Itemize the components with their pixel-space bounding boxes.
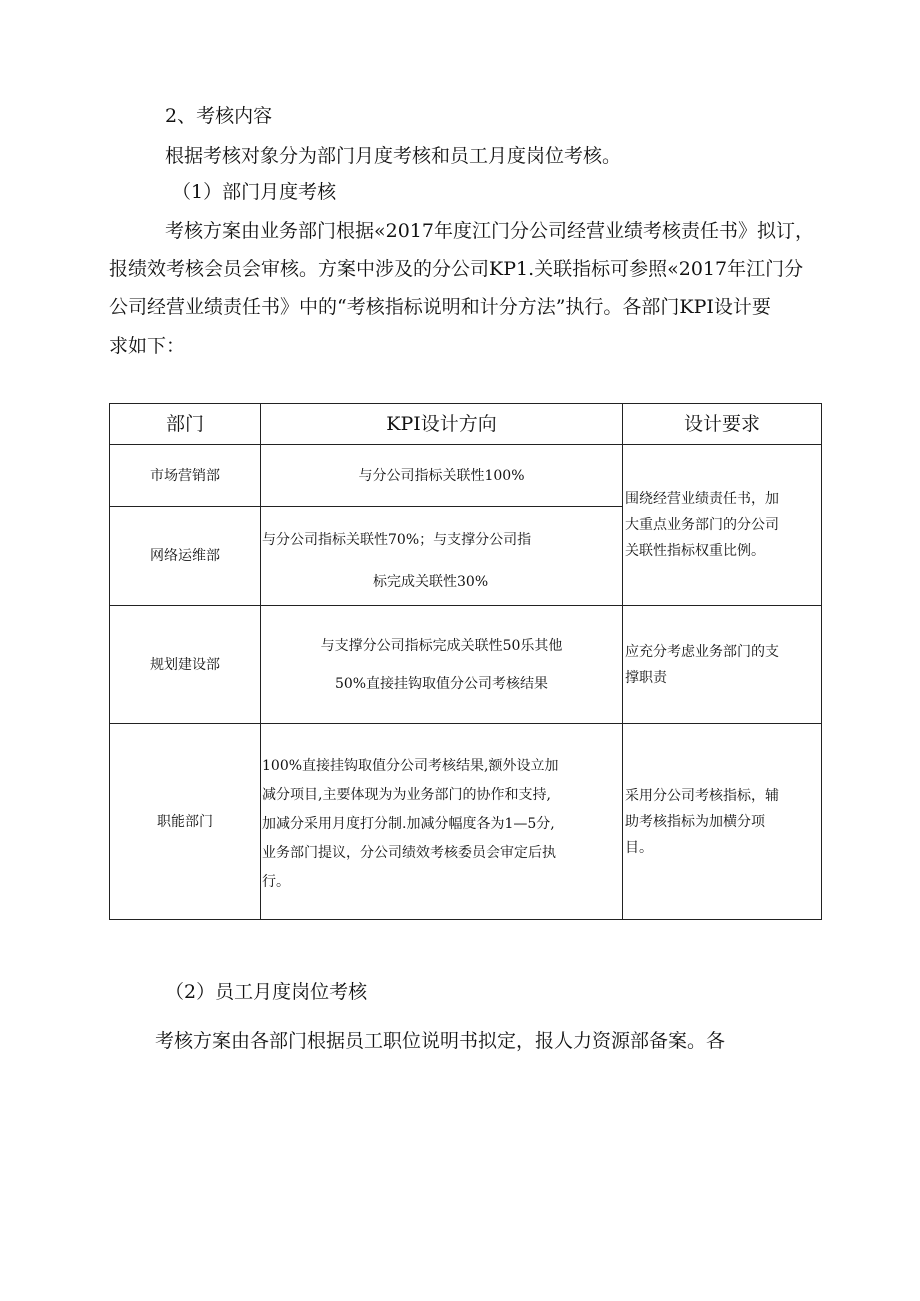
direction-line: 与支撑分公司指标完成关联性50乐其他	[320, 637, 563, 654]
direction-line: 与分公司指标关联性100%	[358, 467, 525, 484]
table-row	[110, 445, 822, 507]
paragraph-line-3: 公司经营业绩责任书》中的“考核指标说明和计分方法”执行。各部门KPI设计要	[109, 296, 771, 318]
paragraph-line-1: 考核方案由业务部门根据«2017年度江门分公司经营业绩考核责任书》拟订，	[165, 220, 814, 242]
requirement-line: 助考核指标为加横分项	[625, 813, 765, 830]
direction-line: 业务部门提议，分公司绩效考核委员会审定后执	[262, 845, 556, 861]
paragraph-line-4: 求如下：	[109, 335, 186, 357]
header-department: 部门	[110, 404, 261, 445]
direction-line: 加减分采用月度打分制.加减分幅度各为1—5分,	[262, 816, 555, 832]
direction-cell	[261, 445, 623, 507]
requirement-line: 应充分考虑业务部门的支	[625, 643, 779, 660]
requirement-line: 采用分公司考核指标，辅	[625, 787, 779, 804]
requirement-line: 目。	[625, 839, 653, 856]
requirement-cell	[623, 606, 822, 724]
section-heading: 2、考核内容	[165, 105, 273, 127]
dept-cell: 网络运维部	[110, 507, 261, 606]
requirement-line: 大重点业务部门的分公司	[625, 517, 779, 533]
requirement-cell	[623, 724, 822, 920]
header-kpi-direction: KPI设计方向	[261, 404, 623, 445]
table-header-row	[110, 404, 822, 445]
table-row	[110, 606, 822, 724]
direction-cell	[261, 724, 623, 920]
paragraph-line-2: 报绩效考核会员会审核。方案中涉及的分公司KP1.关联指标可参照«2017年江门分	[109, 258, 804, 280]
direction-line: 行。	[262, 874, 290, 890]
header-design-requirement: 设计要求	[623, 404, 822, 445]
requirement-line: 撑职责	[625, 669, 667, 686]
paragraph-2: 考核方案由各部门根据员工职位说明书拟定，报人力资源部备案。各	[155, 1030, 726, 1052]
direction-line: 减分项目,主要体现为为业务部门的协作和支持,	[262, 787, 551, 803]
direction-cell	[261, 507, 623, 606]
requirement-cell	[623, 445, 822, 606]
direction-line: 标完成关联性30%	[373, 574, 489, 590]
dept-cell: 市场营销部	[110, 445, 261, 507]
direction-line: 50%直接挂钩取值分公司考核结果	[334, 675, 549, 692]
requirement-line: 关联性指标权重比例。	[625, 543, 765, 559]
dept-cell: 规划建设部	[110, 606, 261, 724]
subsection-2-title: （2）员工月度岗位考核	[165, 981, 368, 1003]
intro-paragraph: 根据考核对象分为部门月度考核和员工月度岗位考核。	[165, 145, 622, 167]
table-row	[110, 724, 822, 920]
subsection-1-title: （1）部门月度考核	[172, 181, 337, 203]
direction-cell	[261, 606, 623, 724]
direction-line: 100%直接挂钩取值分公司考核结果,额外设立加	[262, 758, 559, 774]
direction-line: 与分公司指标关联性70%；与支撑分公司指	[262, 532, 532, 548]
dept-cell: 职能部门	[110, 724, 261, 920]
kpi-design-table	[109, 403, 822, 920]
requirement-line: 围绕经营业绩责任书，加	[625, 491, 779, 507]
